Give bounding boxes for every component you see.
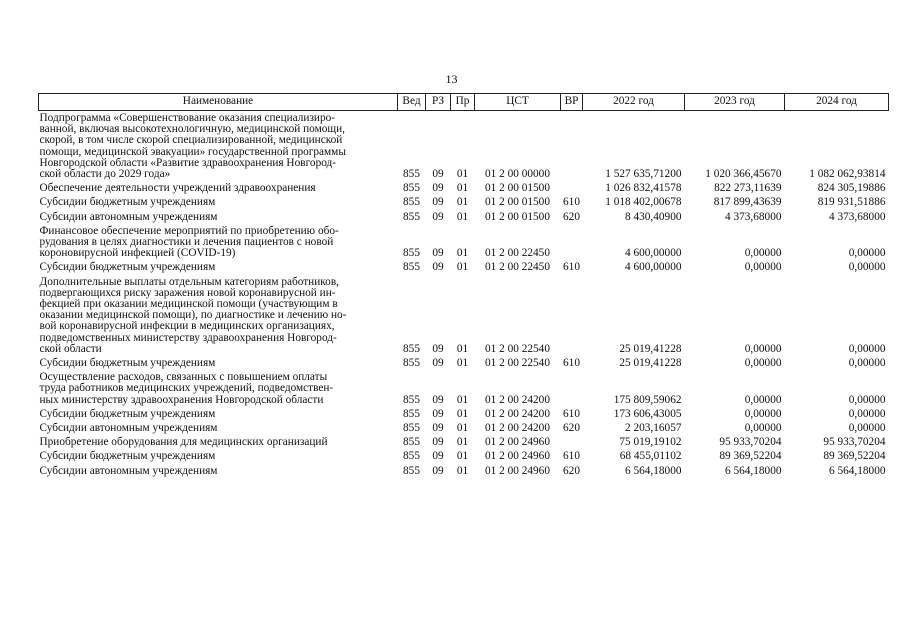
row-ved: 855 [403, 168, 420, 181]
header-2023: 2023 год [685, 94, 785, 111]
row-2022: 4 600,00000 [625, 261, 682, 274]
row-cst: 01 2 00 01500 [485, 196, 550, 209]
row-ved: 855 [403, 464, 420, 477]
row-vr: 610 [563, 196, 580, 209]
row-cst: 01 2 00 24960 [485, 464, 550, 477]
row-rz: 09 [432, 450, 444, 463]
row-name: Осуществление расходов, связанных с повышением оплаты труда работников медицинских учреждений, подведомствен- ных министерству здравоохранения Новгородской области [39, 371, 334, 406]
row-pr: 01 [456, 407, 469, 420]
row-cst: 01 2 00 24960 [485, 436, 550, 449]
row-name: Субсидии бюджетным учреждениям [39, 357, 216, 370]
row-name: Субсидии бюджетным учреждениям [39, 407, 216, 420]
row-2024: 95 933,70204 [823, 436, 886, 449]
row-2022: 1 018 402,00678 [605, 196, 682, 209]
row-2024: 0,00000 [848, 357, 886, 370]
row-vr [561, 276, 583, 357]
row-2022: 2 203,16057 [625, 422, 682, 435]
row-name: Субсидии бюджетным учреждениям [39, 261, 216, 274]
row-pr: 01 [456, 342, 469, 355]
row-2023: 822 273,11639 [714, 182, 782, 195]
row-rz: 09 [432, 210, 444, 223]
row-ved: 855 [403, 422, 420, 435]
row-2024: 0,00000 [848, 422, 886, 435]
row-name: Субсидии автономным учреждениям [39, 464, 218, 477]
row-2023: 6 564,18000 [725, 464, 782, 477]
row-ved: 855 [403, 357, 420, 370]
budget-table [38, 93, 889, 479]
row-ved: 855 [403, 247, 420, 260]
table-row [39, 371, 889, 408]
row-pr: 01 [456, 168, 469, 181]
row-rz: 09 [432, 357, 444, 370]
row-2023: 0,00000 [744, 393, 782, 406]
row-pr: 01 [456, 261, 469, 274]
row-2022: 4 600,00000 [625, 247, 682, 260]
row-ved: 855 [403, 210, 420, 223]
row-rz: 09 [432, 196, 444, 209]
row-rz: 09 [432, 393, 444, 406]
row-rz: 09 [432, 261, 444, 274]
row-pr: 01 [456, 182, 469, 195]
row-pr: 01 [456, 247, 469, 260]
row-pr: 01 [456, 393, 469, 406]
row-name: Финансовое обеспечение мероприятий по приобретению обо- рудования в целях диагностики и лечения пациентов с новой короновирусной инфекцией (COVID-19) [39, 224, 339, 260]
table-row [39, 276, 889, 357]
table-row [39, 450, 889, 464]
row-cst: 01 2 00 24960 [485, 450, 550, 463]
row-name: Субсидии автономным учреждениям [39, 210, 218, 223]
row-2024: 0,00000 [848, 393, 886, 406]
row-cst: 01 2 00 22450 [485, 261, 550, 274]
row-2024: 819 931,51886 [817, 196, 886, 209]
row-name: Дополнительные выплаты отдельным категориям работников, подвергающихся риску заражения новой коронавирусной ин- фекцией при оказании медицинской помощи (участвующим в оказании медицинской помощи), по диагностике и лечению но- вой коронавирусной инфекции в медицинских организациях, подведомственных министерству здравоохранения Новгород- ской области [39, 275, 347, 355]
row-2024: 1 082 062,93814 [809, 168, 886, 181]
row-cst: 01 2 00 24200 [485, 407, 550, 420]
row-ved: 855 [403, 407, 420, 420]
row-2022: 6 564,18000 [625, 464, 682, 477]
row-2024: 0,00000 [848, 261, 886, 274]
row-vr: 620 [563, 422, 580, 435]
row-2023: 0,00000 [744, 261, 782, 274]
table-row [39, 111, 889, 183]
table-row [39, 211, 889, 225]
row-vr: 610 [563, 450, 580, 463]
header-name: Наименование [39, 94, 398, 111]
row-cst: 01 2 00 22540 [485, 342, 550, 355]
row-rz: 09 [432, 342, 444, 355]
row-vr: 610 [563, 357, 580, 370]
table-row [39, 182, 889, 196]
table-row [39, 422, 889, 436]
row-vr [561, 182, 583, 196]
row-2024: 0,00000 [848, 342, 886, 355]
row-2024: 6 564,18000 [829, 464, 886, 477]
table-row [39, 436, 889, 450]
row-pr: 01 [456, 196, 469, 209]
table-header-row [39, 94, 889, 111]
row-2022: 175 809,59062 [613, 393, 682, 406]
row-pr: 01 [456, 464, 469, 477]
row-rz: 09 [432, 247, 444, 260]
row-rz: 09 [432, 422, 444, 435]
row-2024: 824 305,19886 [817, 182, 886, 195]
row-name: Подпрограмма «Совершенствование оказания специализиро- ванной, включая высокотехнологичную, медицинской помощи, скорой, в том числе скорой специализированной, медицинской помощи, медицинской эвакуации» государственной программы Новгородской области «Развитие здравоохранения Новгород- ской области до 2029 года» [39, 112, 346, 181]
row-name: Субсидии автономным учреждениям [39, 422, 218, 435]
row-vr [561, 225, 583, 262]
row-name: Субсидии бюджетным учреждениям [39, 450, 216, 463]
row-cst: 01 2 00 01500 [485, 210, 550, 223]
row-2022: 75 019,19102 [619, 436, 682, 449]
row-2023: 1 020 366,45670 [705, 168, 782, 181]
row-2023: 89 369,52204 [719, 450, 782, 463]
page-number: 13 [445, 72, 458, 86]
row-pr: 01 [456, 357, 469, 370]
row-vr [561, 371, 583, 408]
row-rz: 09 [432, 407, 444, 420]
row-ved: 855 [403, 182, 420, 195]
header-ved: Вед [398, 94, 426, 111]
row-2023: 4 373,68000 [725, 210, 782, 223]
table-row [39, 225, 889, 262]
row-cst: 01 2 00 24200 [485, 422, 550, 435]
row-2023: 95 933,70204 [719, 436, 782, 449]
row-vr: 610 [563, 261, 580, 274]
row-vr: 610 [563, 407, 580, 420]
row-rz: 09 [432, 182, 444, 195]
row-ved: 855 [403, 450, 420, 463]
row-cst: 01 2 00 00000 [485, 168, 550, 181]
header-2022: 2022 год [583, 94, 685, 111]
row-cst: 01 2 00 22540 [485, 357, 550, 370]
row-pr: 01 [456, 450, 469, 463]
table-row [39, 408, 889, 422]
row-ved: 855 [403, 436, 420, 449]
row-ved: 855 [403, 196, 420, 209]
row-2022: 8 430,40900 [625, 210, 682, 223]
row-rz: 09 [432, 464, 444, 477]
row-cst: 01 2 00 22450 [485, 247, 550, 260]
row-2024: 4 373,68000 [829, 210, 886, 223]
row-2024: 0,00000 [848, 407, 886, 420]
table-row [39, 357, 889, 371]
row-pr: 01 [456, 422, 469, 435]
header-rz: РЗ [426, 94, 451, 111]
row-pr: 01 [456, 436, 469, 449]
row-rz: 09 [432, 168, 444, 181]
row-2022: 68 455,01102 [619, 450, 682, 463]
row-cst: 01 2 00 01500 [485, 182, 550, 195]
row-vr: 620 [563, 210, 580, 223]
row-2022: 173 606,43005 [613, 407, 682, 420]
row-name: Субсидии бюджетным учреждениям [39, 196, 216, 209]
row-2023: 817 899,43639 [713, 196, 782, 209]
row-ved: 855 [403, 393, 420, 406]
table-row [39, 196, 889, 210]
row-name: Приобретение оборудования для медицинских организаций [39, 436, 328, 449]
table-row [39, 465, 889, 479]
row-2023: 0,00000 [744, 342, 782, 355]
row-2024: 0,00000 [848, 247, 886, 260]
row-2023: 0,00000 [744, 247, 782, 260]
row-vr: 620 [563, 464, 580, 477]
header-cst: ЦСТ [475, 94, 561, 111]
row-cst: 01 2 00 24200 [485, 393, 550, 406]
row-pr: 01 [456, 210, 469, 223]
row-2024: 89 369,52204 [823, 450, 886, 463]
header-2024: 2024 год [785, 94, 889, 111]
row-2022: 1 527 635,71200 [605, 168, 682, 181]
header-pr: Пр [451, 94, 475, 111]
row-2023: 0,00000 [744, 407, 782, 420]
row-2023: 0,00000 [744, 357, 782, 370]
table-row [39, 261, 889, 275]
row-vr [561, 111, 583, 183]
row-2022: 25 019,41228 [619, 342, 682, 355]
row-2022: 1 026 832,41578 [605, 182, 682, 195]
row-vr [561, 436, 583, 450]
row-2022: 25 019,41228 [619, 357, 682, 370]
row-name: Обеспечение деятельности учреждений здравоохранения [39, 182, 316, 195]
row-ved: 855 [403, 342, 420, 355]
header-vr: ВР [561, 94, 583, 111]
row-rz: 09 [432, 436, 444, 449]
row-ved: 855 [403, 261, 420, 274]
row-2023: 0,00000 [744, 422, 782, 435]
